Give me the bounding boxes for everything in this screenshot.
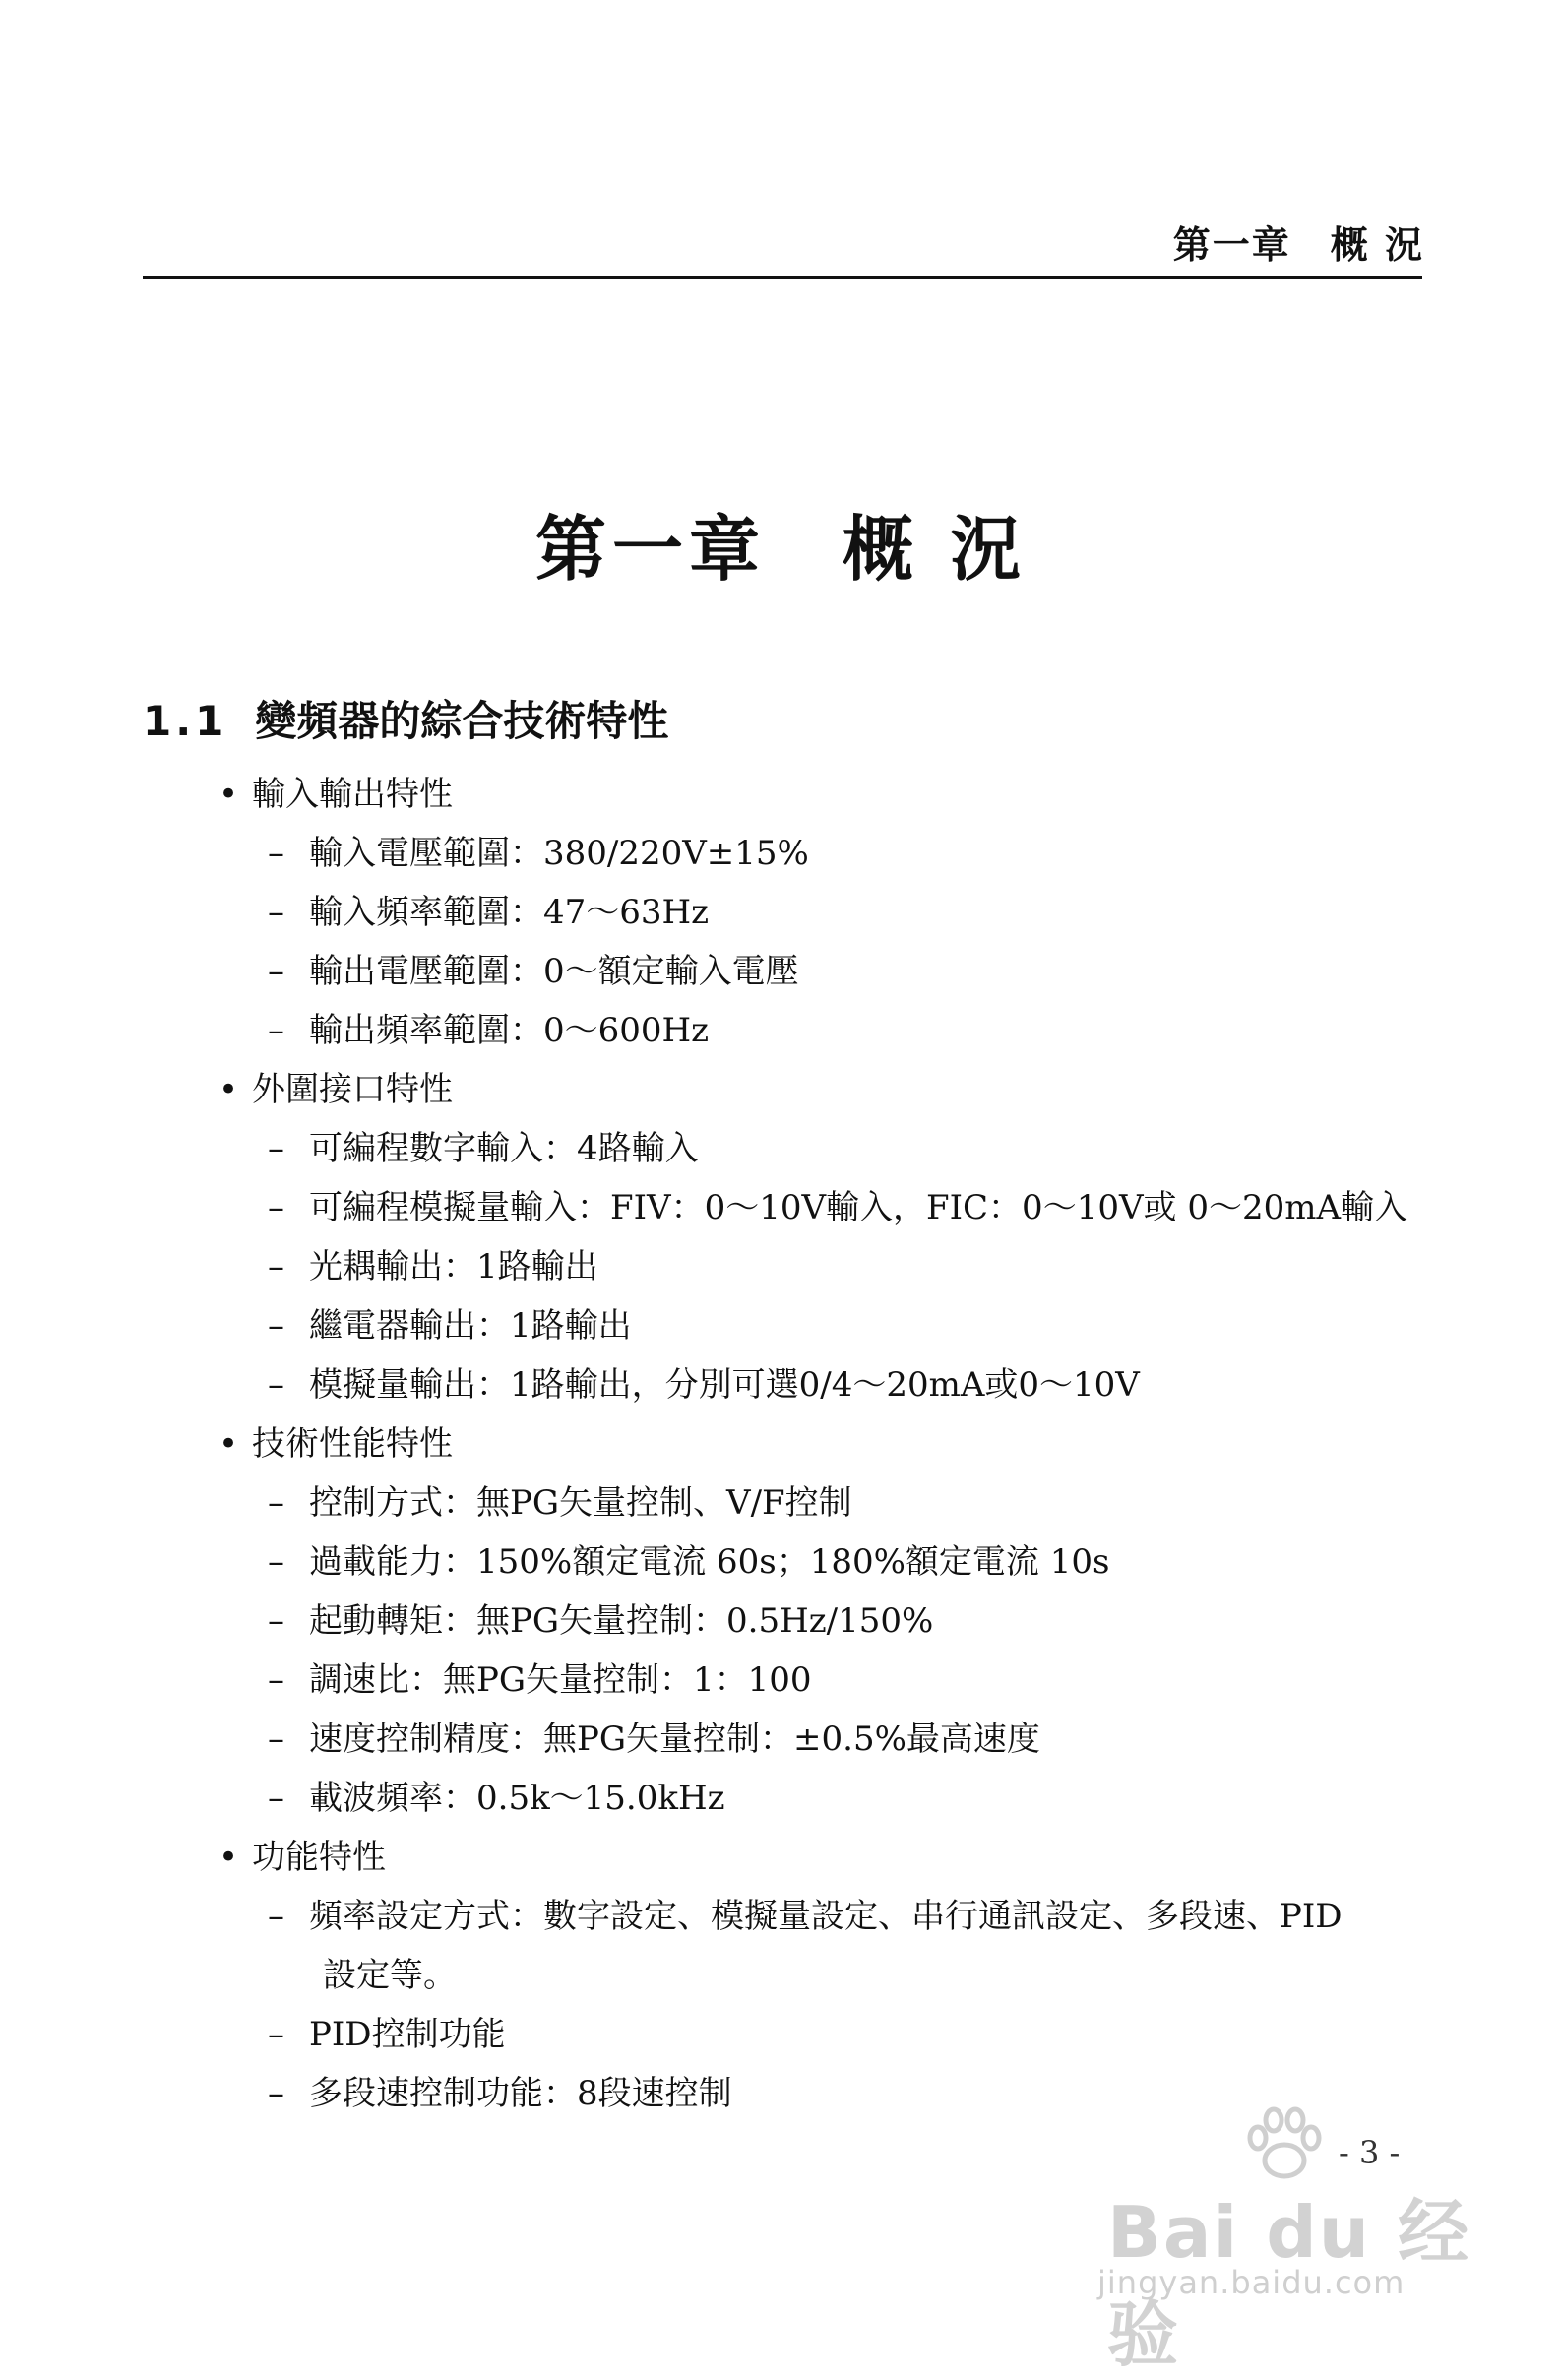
section-number: 1.1 <box>143 697 228 745</box>
spec-item <box>268 1365 1140 1405</box>
dash-icon: – <box>268 1129 284 1168</box>
dash-icon: – <box>268 1306 284 1346</box>
page-number: - 3 - <box>1339 2134 1401 2171</box>
bullet-label: 功能特性 <box>252 1838 386 1877</box>
spec-item <box>268 952 799 991</box>
spec-text: 調速比：無PG矢量控制：1：100 <box>309 1660 812 1700</box>
spec-text: 起動轉矩：無PG矢量控制：0.5Hz/150% <box>309 1601 934 1641</box>
dash-icon: – <box>268 1660 284 1700</box>
spec-text: 速度控制精度：無PG矢量控制：±0.5%最高速度 <box>309 1720 1040 1759</box>
bullet-label: 輸入輸出特性 <box>252 775 453 814</box>
paw-icon <box>1240 2106 1329 2185</box>
dash-icon: – <box>268 1720 284 1759</box>
dash-icon: – <box>268 952 284 991</box>
bullet-icon: • <box>219 1838 239 1877</box>
spec-item <box>268 1897 1343 1936</box>
spec-text: 模擬量輸出：1路輸出，分別可選0/4～20mA或0～10V <box>309 1365 1140 1405</box>
bullet-icon: • <box>219 1424 239 1464</box>
spec-text: 輸入電壓範圍：380/220V±15% <box>309 834 809 873</box>
section-title: 變頻器的綜合技術特性 <box>255 697 669 745</box>
spec-text: 光耦輸出：1路輸出 <box>309 1247 598 1286</box>
dash-icon: – <box>268 1779 284 1818</box>
dash-icon: – <box>268 1247 284 1286</box>
watermark-brand: Bai du 经验 <box>1107 2191 1471 2376</box>
dash-icon: – <box>268 1483 284 1523</box>
spec-item <box>268 1011 709 1050</box>
dash-icon: – <box>268 2015 284 2054</box>
spec-item <box>268 1720 1040 1759</box>
watermark-url: jingyan.baidu.com <box>1097 2264 1406 2301</box>
bullet-label: 技術性能特性 <box>252 1424 453 1464</box>
spec-item <box>268 2074 732 2113</box>
spec-text: 可編程數字輸入：4路輸入 <box>309 1129 699 1168</box>
spec-text: 輸出電壓範圍：0～額定輸入電壓 <box>309 952 799 991</box>
spec-item <box>268 1542 1109 1582</box>
bullet-label: 外圍接口特性 <box>252 1070 453 1109</box>
bullet-heading <box>219 775 453 814</box>
spec-text: 頻率設定方式：數字設定、模擬量設定、串行通訊設定、多段速、PID <box>309 1897 1343 1936</box>
spec-item <box>268 1306 632 1346</box>
bullet-icon: • <box>219 1070 239 1109</box>
dash-icon: – <box>268 2074 284 2113</box>
spec-text: 可編程模擬量輸入：FIV：0～10V輸入，FIC：0～10V或 0～20mA輸入 <box>309 1188 1408 1227</box>
spec-text: 輸出頻率範圍：0～600Hz <box>309 1011 710 1050</box>
spec-text: PID控制功能 <box>309 2015 506 2054</box>
spec-item <box>268 1188 1407 1227</box>
bullet-heading <box>219 1838 386 1877</box>
spec-item <box>268 1660 812 1700</box>
chapter-title: 第一章 概 況 <box>534 507 1028 591</box>
header-rule <box>143 276 1422 279</box>
dash-icon: – <box>268 1011 284 1050</box>
running-header: 第一章 概 況 <box>1172 222 1424 267</box>
spec-text: 輸入頻率範圍：47～63Hz <box>309 893 710 932</box>
spec-item <box>268 1483 852 1523</box>
dash-icon: – <box>268 1897 284 1936</box>
bullet-heading <box>219 1424 453 1464</box>
spec-text: 過載能力：150%額定電流 60s；180%額定電流 10s <box>309 1542 1110 1582</box>
spec-item <box>268 1247 598 1286</box>
spec-text: 控制方式：無PG矢量控制、V/F控制 <box>309 1483 852 1523</box>
spec-item <box>268 1601 933 1641</box>
bullet-heading <box>219 1070 453 1109</box>
dash-icon: – <box>268 893 284 932</box>
dash-icon: – <box>268 1542 284 1582</box>
section-heading <box>143 689 668 748</box>
spec-item-continuation: 設定等。 <box>323 1956 457 1995</box>
bullet-icon: • <box>219 775 239 814</box>
dash-icon: – <box>268 1601 284 1641</box>
dash-icon: – <box>268 1188 284 1227</box>
spec-item <box>268 1129 699 1168</box>
spec-item <box>268 2015 506 2054</box>
dash-icon: – <box>268 834 284 873</box>
spec-text: 載波頻率：0.5k～15.0kHz <box>309 1779 725 1818</box>
spec-text: 多段速控制功能：8段速控制 <box>309 2074 732 2113</box>
watermark <box>1088 2106 1481 2376</box>
spec-item <box>268 1779 725 1818</box>
spec-item <box>268 893 709 932</box>
dash-icon: – <box>268 1365 284 1405</box>
spec-text: 繼電器輸出：1路輸出 <box>309 1306 632 1346</box>
spec-item <box>268 834 809 873</box>
